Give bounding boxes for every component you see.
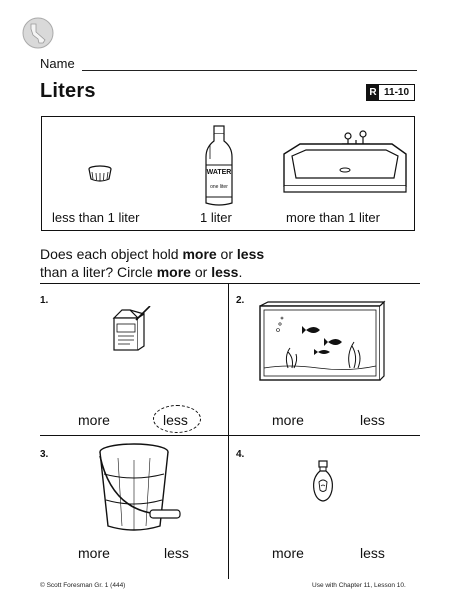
instr-text: or xyxy=(190,264,212,280)
grid-divider-horizontal xyxy=(40,435,420,436)
problem-4-number: 4. xyxy=(236,449,245,460)
ref-label-less: less than 1 liter xyxy=(52,210,140,225)
instr-text: Does each object hold xyxy=(40,246,183,262)
footer-lesson: Use with Chapter 11, Lesson 10. xyxy=(312,582,406,589)
badge-code: 11-10 xyxy=(384,87,410,98)
perfume-bottle-icon xyxy=(310,460,336,507)
problem-2-more[interactable]: more xyxy=(272,412,304,428)
problem-1-less[interactable]: less xyxy=(163,412,188,428)
problem-1-more[interactable]: more xyxy=(78,412,110,428)
milk-carton-icon xyxy=(106,306,156,357)
instr-less: less xyxy=(236,246,265,262)
problem-4-more[interactable]: more xyxy=(272,545,304,561)
name-label: Name xyxy=(40,56,75,71)
name-line[interactable] xyxy=(82,70,417,71)
instr-more: more xyxy=(182,246,217,262)
problem-3-less[interactable]: less xyxy=(164,545,189,561)
lesson-badge xyxy=(366,84,415,101)
ref-label-more: more than 1 liter xyxy=(286,210,380,225)
problem-1-number: 1. xyxy=(40,295,49,306)
problem-4-less[interactable]: less xyxy=(360,545,385,561)
footer-copyright: © Scott Foresman Gr. 1 (444) xyxy=(40,582,126,589)
instr-text: or xyxy=(216,246,237,262)
instr-less: less xyxy=(211,264,239,280)
page-title: Liters xyxy=(40,80,96,102)
problem-2-less[interactable]: less xyxy=(360,412,385,428)
ref-label-one: 1 liter xyxy=(200,210,232,225)
small-container-icon xyxy=(87,165,113,188)
problem-3-number: 3. xyxy=(40,449,49,460)
instr-text: . xyxy=(238,264,243,280)
instructions xyxy=(40,245,430,281)
state-logo-icon xyxy=(22,17,54,49)
sink-icon xyxy=(280,130,410,201)
bottle-label-water: WATER xyxy=(206,169,232,176)
bucket-icon xyxy=(88,440,192,541)
bottle-label-liter: one liter xyxy=(210,184,228,190)
instr-text: than a liter? Circle xyxy=(40,264,157,280)
problem-2-number: 2. xyxy=(236,295,245,306)
problem-3-more[interactable]: more xyxy=(78,545,110,561)
aquarium-icon xyxy=(258,300,386,387)
grid-divider-vertical xyxy=(228,284,229,579)
badge-letter: R xyxy=(367,85,379,100)
instr-more: more xyxy=(156,264,191,280)
